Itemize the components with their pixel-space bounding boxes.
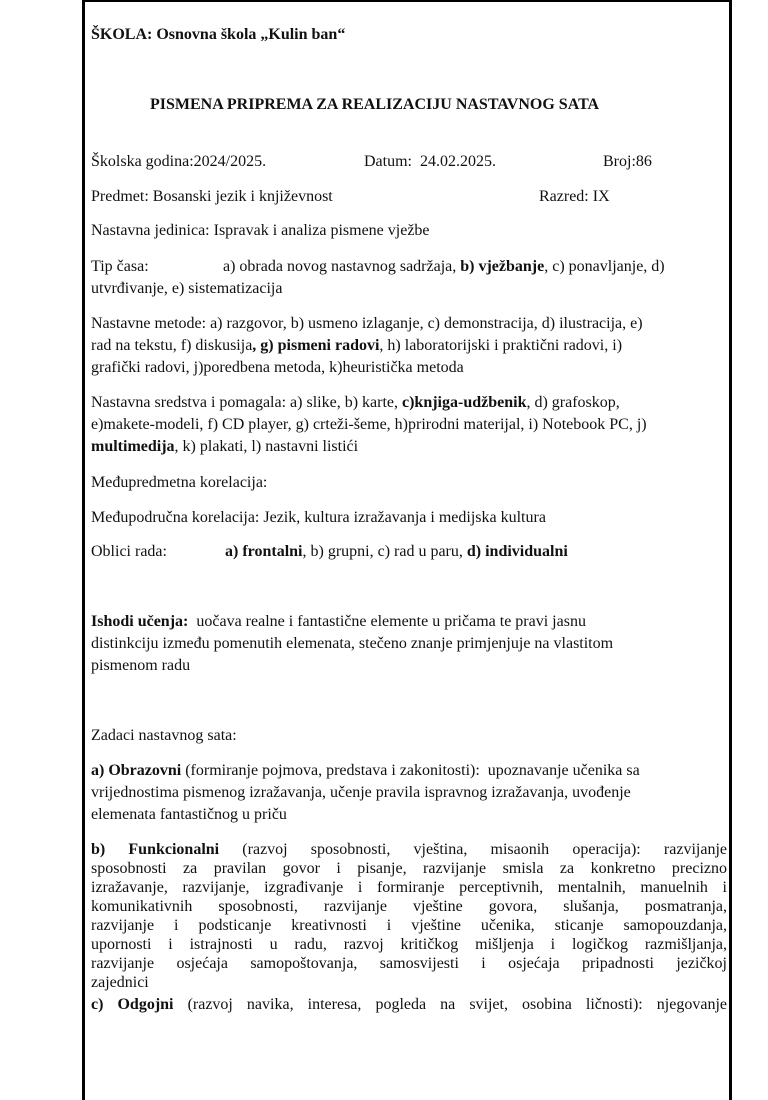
lesson-type-b: b) vježbanje — [460, 258, 545, 275]
number: Broj:86 — [603, 153, 652, 170]
school-line — [91, 24, 345, 46]
lesson-unit: Nastavna jedinica: Ispravak i analiza pismene vježbe — [91, 222, 430, 239]
methods-line1: Nastavne metode: a) razgovor, b) usmeno izlaganje, c) demonstracija, d) ilustracija, e) — [91, 315, 643, 332]
functional-line: sposobnosti za pravilan govor i pisanje, razvijanje smisla za konkretno precizno — [91, 860, 727, 877]
functional-line1 — [91, 840, 727, 859]
materials-line3 — [91, 436, 358, 458]
functional-line: razvijanje osjećaja samopoštovanja, samosvijesti i osjećaja pripadnosti jezičkoj — [91, 955, 727, 972]
work-form-d: d) individualni — [466, 543, 568, 560]
outcomes-text1: uočava realne i fantastične elemente u pričama te pravi jasnu — [188, 613, 586, 630]
functional-line: upornosti i istrajnosti u radu, razvoj kritičkog mišljenja i logičkog razmišljanja, — [91, 936, 727, 953]
materials-line1-b: , d) grafoskop, — [526, 394, 620, 411]
subject-value: Bosanski jezik i književnost — [152, 188, 333, 205]
educational-label: a) Obrazovni — [91, 762, 182, 779]
upbringing-line1 — [91, 995, 727, 1014]
subject — [91, 186, 333, 208]
functional-line: izražavanje, razvijanje, izgrađivanje i formiranje perceptivnih, mentalnih, manuelnih i — [91, 879, 727, 896]
lesson-type-a: a) obrada novog nastavnog sadržaja, — [223, 258, 457, 275]
educational-line1 — [91, 760, 640, 782]
functional-line: komunikativnih sposobnosti, razvijanje vještine govora, slušanja, posmatranja, — [91, 898, 727, 915]
lesson-type-line1 — [223, 256, 665, 278]
educational-line2: vrijednostima pismenog izražavanja, učenje pravila ispravnog izražavanja, uvođenje — [91, 784, 631, 801]
outcomes-line2: distinkciju između pomenutih elemenata, stečeno znanje primjenjuje na vlastitom — [91, 635, 614, 652]
functional-label: b) Funkcionalni — [91, 841, 220, 858]
date-value: 24.02.2025. — [420, 153, 496, 170]
methods-line3: grafički radovi, j)poredbena metoda, k)heuristička metoda — [91, 359, 464, 376]
tasks-title: Zadaci nastavnog sata: — [91, 727, 237, 744]
school-year: Školska godina:2024/2025. — [91, 153, 267, 170]
work-form-mid: b) grupni, c) rad u paru, — [306, 543, 467, 560]
methods-line2-a: rad na tekstu, f) diskusija — [91, 337, 253, 354]
subject-correlation: Međupredmetna korelacija: — [91, 474, 268, 491]
materials-line1-a: Nastavna sredstva i pomagala: a) slike, b) karte, — [91, 394, 402, 411]
page-title: PISMENA PRIPREMA ZA REALIZACIJU NASTAVNOG SATA — [150, 96, 600, 113]
outcomes-label: Ishodi učenja: — [91, 613, 189, 630]
educational-text1: (formiranje pojmova, predstava i zakonitosti): upoznavanje učenika sa — [181, 762, 640, 779]
school-name: Osnovna škola „Kulin ban“ — [156, 26, 346, 43]
methods-line2-bold: , g) pismeni radovi — [252, 337, 380, 354]
outcomes-line3: pismenom radu — [91, 657, 191, 674]
work-form-a: a) frontalni — [225, 543, 303, 560]
functional-line: razvijanje i podsticanje kreativnosti i vještine učenika, sticanje samopouzdanja, — [91, 917, 727, 934]
date — [364, 151, 496, 173]
functional-last-line: zajednici — [91, 974, 149, 991]
materials-line1 — [91, 392, 620, 414]
lesson-type-line2: utvrđivanje, e) sistematizacija — [91, 280, 283, 297]
area-correlation: Međupodručna korelacija: Jezik, kultura izražavanja i medijska kultura — [91, 509, 546, 526]
date-label: Datum: — [364, 153, 412, 170]
upbringing-label: c) Odgojni — [91, 996, 174, 1013]
work-forms-values — [225, 541, 568, 563]
materials-line2: e)makete-modeli, f) CD player, g) crteži-šeme, h)prirodni materijal, i) Notebook PC, j) — [91, 416, 647, 433]
school-label: ŠKOLA: — [91, 26, 153, 43]
lesson-type-label: Tip časa: — [91, 258, 149, 275]
subject-label: Predmet: — [91, 188, 149, 205]
upbringing-text1: (razvoj navika, interesa, pogleda na svijet, osobina ličnosti): njegovanje — [173, 996, 728, 1013]
methods-line2-b: , h) laboratorijski i praktični radovi, i) — [379, 337, 623, 354]
work-forms-label: Oblici rada: — [91, 543, 167, 560]
outcomes-line1 — [91, 611, 586, 633]
materials-line3-b: , k) plakati, l) nastavni listići — [174, 438, 359, 455]
materials-line3-bold: multimedija — [91, 438, 175, 455]
functional-text1: (razvoj sposobnosti, vještina, misaonih operacija): razvijanje — [219, 841, 727, 858]
grade: Razred: IX — [539, 188, 610, 205]
materials-line1-bold: c)knjiga-udžbenik — [402, 394, 527, 411]
lesson-type-rest: , c) ponavljanje, d) — [544, 258, 665, 275]
methods-line2 — [91, 335, 622, 357]
educational-line3: elemenata fantastičnog u priču — [91, 806, 287, 823]
work-form-comma: , — [302, 543, 307, 560]
